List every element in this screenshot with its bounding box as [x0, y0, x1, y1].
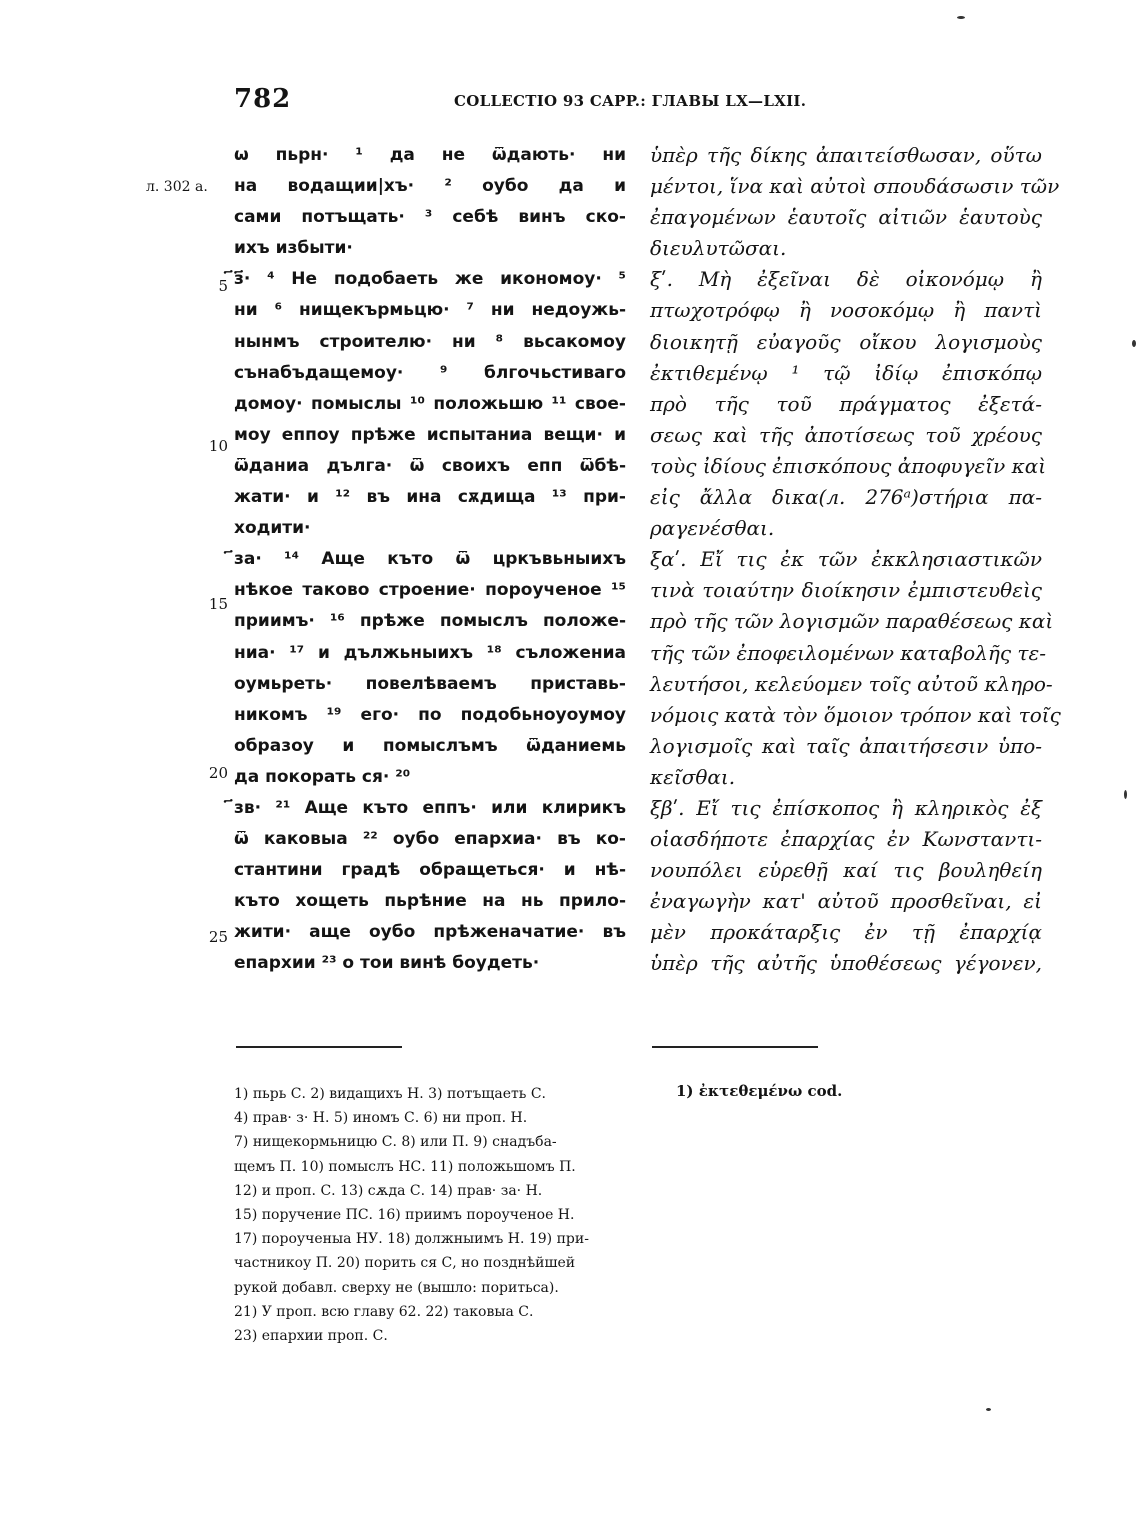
text-line: νόμοις κατὰ τὸν ὅμοιον τρόπον καὶ τοῖς — [650, 702, 1061, 727]
slavonic-text-column — [234, 140, 626, 980]
greek-footnote: 1) ἐκτεθεμένω cod. — [676, 1082, 843, 1100]
text-line: λογισμοῖς καὶ ταῖς ἀπαιτήσεσιν ὑπο- — [650, 733, 1042, 758]
scan-speck — [1124, 790, 1127, 799]
footnote-line: 7) нищекормьницю С. 8) или П. 9) снадъба- — [234, 1134, 557, 1151]
line-number: 15 — [208, 595, 228, 613]
footnote-line: 4) прав· з· Н. 5) иномъ С. 6) ни проп. Н. — [234, 1110, 528, 1127]
text-line: διευλυτῶσαι. — [650, 236, 787, 261]
text-line: ἐπαγομένων ἑαυτοῖς αἰτιῶν ἑαυτοὺς — [650, 205, 1042, 230]
scan-speck — [957, 16, 965, 19]
text-line: τοὺς ἰδίους ἐπισκόπους ἀποφυγεῖν καὶ — [650, 453, 1047, 478]
text-line: ὑπὲρ τῆς αὐτῆς ὑποθέσεως γέγονεν, — [650, 951, 1042, 976]
text-line: жати· и ¹² въ ина сѫдища ¹³ при- — [234, 487, 626, 508]
line-number: 20 — [208, 764, 228, 782]
text-line: ҃з҃· ⁴ Не подобаеть же икономоу· ⁵ — [234, 269, 626, 290]
text-line: ἐκτιθεμένῳ ¹ τῷ ἰδίῳ ἐπισκόπῳ — [650, 360, 1042, 385]
scan-speck — [1132, 340, 1136, 347]
text-line: τινὰ τοιαύτην διοίκησιν ἐμπιστευθεὶς — [650, 578, 1042, 603]
footnote-line: рукой добавл. сверху не (вышло: поритьса). — [234, 1279, 559, 1296]
text-line: ҃зв· ²¹ Аще къто еппъ· или клирикъ — [234, 797, 626, 818]
text-line: епархии ²³ о тои винѣ боудеть· — [234, 953, 540, 974]
text-line: ходити· — [234, 518, 311, 539]
text-line: да покорать ся· ²⁰ — [234, 766, 411, 787]
text-line: ѡ пьрн· ¹ да не ѿдають· ни — [234, 145, 626, 165]
text-line: приимъ· ¹⁶ прѣже помыслъ положе- — [234, 611, 626, 632]
text-line: ниа· ¹⁷ и дължьныихъ ¹⁸ съложениа — [234, 642, 626, 663]
running-head: COLLECTIO 93 CAPP.: ГЛАВЫ LX—LXII. — [454, 92, 807, 110]
text-line: κεῖσθαι. — [650, 764, 736, 789]
footnote-line: щемъ П. 10) помыслъ НС. 11) положьшомъ П. — [234, 1158, 576, 1175]
line-number: 25 — [208, 928, 228, 946]
text-line: на водащии|хъ· ² оубо да и — [234, 176, 626, 197]
text-line: моу еппоу прѣже испытаниа вещи· и — [234, 424, 626, 445]
footnote-line: частникоу П. 20) порить ся С, но позднѣйшей — [234, 1255, 576, 1272]
line-number: 10 — [208, 437, 228, 455]
text-line: οἱασδήποτε ἐπαρχίας ἐν Κωνσταντι- — [650, 827, 1042, 852]
text-line: оумьреть· повелѣваемъ приставь- — [234, 673, 626, 694]
text-line: μέντοι, ἵνα καὶ αὐτοὶ σπουδάσωσιν τῶν — [650, 174, 1060, 199]
footnote-divider-right — [652, 1046, 818, 1048]
text-line: πρὸ τῆς τοῦ πράγματος ἐξετά- — [650, 391, 1042, 416]
footnote-line: 17) пороученыа НУ. 18) должныимъ Н. 19) при- — [234, 1231, 589, 1248]
text-line: μὲν προκάταρξις ἐν τῇ ἐπαρχίᾳ — [650, 920, 1042, 945]
text-line: πρὸ τῆς τῶν λογισμῶν παραθέσεως καὶ — [650, 609, 1054, 634]
text-line: τῆς τῶν ἐποφειλομένων καταβολῆς τε- — [650, 640, 1046, 665]
line-number: 5 — [218, 277, 228, 295]
text-line: сами потъщать· ³ себѣ винъ ско- — [234, 207, 626, 228]
text-line: жити· аще оубо прѣженачатие· въ — [234, 922, 626, 943]
text-line: ихъ избыти· — [234, 238, 353, 259]
text-line: къто хощеть пьрѣние на нь прило- — [234, 891, 626, 912]
text-line: νουπόλει εὑρεθῇ καί τις βουληθείη — [650, 858, 1042, 883]
text-line: нынмъ строителю· ни ⁸ вьсакомоу — [234, 331, 626, 352]
text-line: διοικητῇ εὐαγοῦς οἴκου λογισμοὺς — [650, 329, 1042, 354]
folio-reference: л. 302 а. — [146, 179, 208, 195]
text-line: ραγενέσθαι. — [650, 516, 775, 541]
text-line: сънабъдащемоу· ⁹ блгочьстиваго — [234, 362, 626, 383]
footnote-divider-left — [236, 1046, 402, 1048]
footnote-line: 1) пьрь С. 2) видащихъ Н. 3) потъщаеть С. — [234, 1086, 546, 1102]
text-line: никомъ ¹⁹ его· по подобьноуоумоу — [234, 704, 626, 725]
greek-text-column — [650, 140, 1061, 980]
slavonic-footnotes — [234, 1082, 628, 1348]
text-line: стантини градѣ обращеться· и нѣ- — [234, 860, 626, 881]
footnote-line: 12) и проп. С. 13) сѫда С. 14) прав· за· Н. — [234, 1182, 543, 1199]
text-line: πτωχοτρόφῳ ἢ νοσοκόμῳ ἢ παντὶ — [650, 298, 1042, 323]
text-line: нѣкое таково строение· пороученое ¹⁵ — [234, 580, 626, 601]
footnote-line: 23) епархии проп. С. — [234, 1327, 388, 1344]
text-line: образоу и помыслъмъ ѿданиемь — [234, 735, 626, 756]
scan-speck — [986, 1408, 991, 1411]
text-line: ἐναγωγὴν κατ' αὐτοῦ προσθεῖναι, εἰ — [650, 889, 1042, 914]
text-line: ξβʹ. Εἴ τις ἐπίσκοπος ἢ κληρικὸς ἐξ — [650, 795, 1042, 820]
text-line: домоу· помыслы ¹⁰ положьшю ¹¹ свое- — [234, 393, 626, 414]
page-number: 782 — [234, 84, 292, 114]
text-line: ξʹ. Μὴ ἐξεῖναι δὲ οἰκονόμῳ ἢ — [650, 267, 1042, 292]
text-line: ҃за· ¹⁴ Аще къто ѿ цркъвьныихъ — [234, 549, 626, 570]
text-line: λευτήσοι, κελεύομεν τοῖς αὐτοῦ κληρο- — [650, 671, 1053, 696]
text-line: ὑπὲρ τῆς δίκης ἀπαιτείσθωσαν, οὕτω — [650, 143, 1042, 167]
text-line: ѿданиа дългa· ѿ своихъ епп ѿбѣ- — [234, 455, 626, 476]
text-line: ξαʹ. Εἴ τις ἐκ τῶν ἐκκλησιαστικῶν — [650, 547, 1042, 572]
text-line: σεως καὶ τῆς ἀποτίσεως τοῦ χρέους — [650, 422, 1042, 447]
footnote-line: 21) У проп. всю главу 62. 22) таковыа С. — [234, 1303, 534, 1320]
text-line: ни ⁶ нищекърмьцю· ⁷ ни недоужь- — [234, 300, 626, 321]
text-line: εἰς ἄλλα δικα(л. 276ᵃ)στήρια πα- — [650, 485, 1042, 510]
text-line: ѿ каковыa ²² оубо епархиа· въ ко- — [234, 829, 626, 850]
footnote-line: 15) поручение ПС. 16) приимъ пороученое Н. — [234, 1206, 575, 1223]
